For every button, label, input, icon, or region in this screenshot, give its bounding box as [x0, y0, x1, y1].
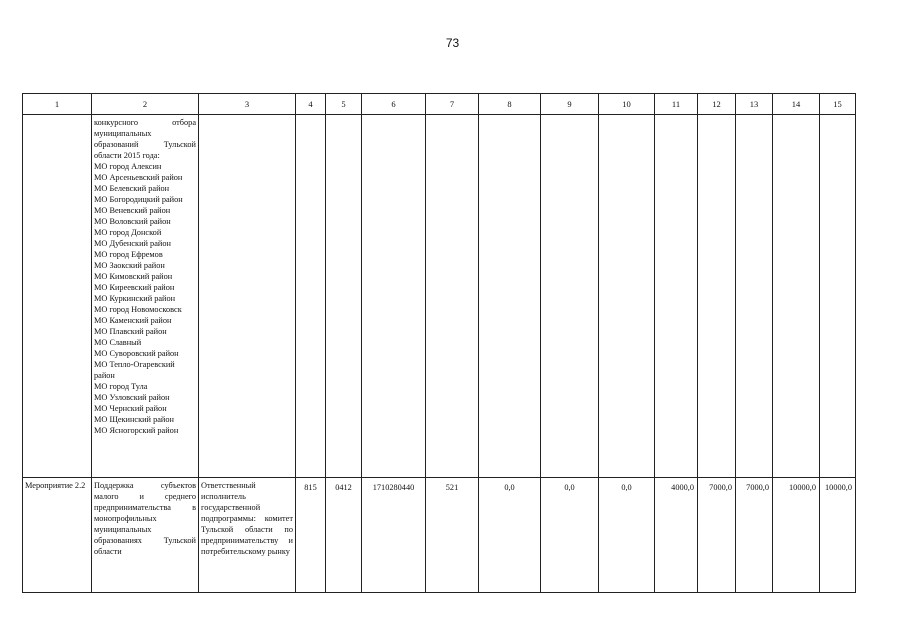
- table-cell: [698, 115, 736, 478]
- header-cell: 5: [326, 94, 362, 115]
- list-item: МО Веневский район: [94, 206, 171, 215]
- header-cell: 3: [199, 94, 296, 115]
- list-item: МО город Тула: [94, 382, 148, 391]
- page-number: 73: [445, 36, 460, 50]
- table-cell: [820, 115, 856, 478]
- list-item: МО Богородицкий район: [94, 195, 183, 204]
- header-cell: 15: [820, 94, 856, 115]
- table-cell: [426, 115, 479, 478]
- list-item: МО Кимовский район: [94, 272, 173, 281]
- list-item: МО Славный: [94, 338, 142, 347]
- table-cell: [541, 115, 599, 478]
- header-cell: 1: [23, 94, 92, 115]
- budget-table: [22, 93, 856, 593]
- list-item: конкурсного отбора муниципальных образований Тульской области 2015 года:: [94, 118, 196, 160]
- header-cell: 14: [773, 94, 820, 115]
- list-item: МО Дубенский район: [94, 239, 171, 248]
- municipalities-cell: [92, 115, 199, 478]
- measure-name-cell: Мероприятие 2.2: [23, 478, 92, 593]
- code-cell: 815: [296, 478, 326, 593]
- amount-cell: 0,0: [599, 478, 655, 593]
- amount-cell: 0,0: [479, 478, 541, 593]
- table-cell: [23, 115, 92, 478]
- list-item: МО Суворовский район: [94, 349, 179, 358]
- amount-cell: 7000,0: [698, 478, 736, 593]
- amount-cell: 4000,0: [655, 478, 698, 593]
- list-item: МО Киреевский район: [94, 283, 175, 292]
- table-cell: [655, 115, 698, 478]
- header-cell: 10: [599, 94, 655, 115]
- table-cell: [199, 115, 296, 478]
- header-cell: 4: [296, 94, 326, 115]
- header-cell: 7: [426, 94, 479, 115]
- list-item: МО город Алексин: [94, 162, 162, 171]
- list-item: МО Чернский район: [94, 404, 167, 413]
- table-cell: [326, 115, 362, 478]
- header-cell: 6: [362, 94, 426, 115]
- amount-cell: 10000,0: [773, 478, 820, 593]
- table-cell: [296, 115, 326, 478]
- table-cell: [362, 115, 426, 478]
- list-item: МО Арсеньевский район: [94, 173, 183, 182]
- list-item: МО Щекинский район: [94, 415, 174, 424]
- header-row: [23, 94, 856, 115]
- list-item: МО Каменский район: [94, 316, 172, 325]
- code-cell: 1710280440: [362, 478, 426, 593]
- table-row: [23, 115, 856, 478]
- list-item: МО Куркинский район: [94, 294, 176, 303]
- list-item: МО Белевский район: [94, 184, 170, 193]
- header-cell: 11: [655, 94, 698, 115]
- table-cell: [599, 115, 655, 478]
- header-cell: 12: [698, 94, 736, 115]
- list-item: МО Воловский район: [94, 217, 171, 226]
- list-item: МО Узловский район: [94, 393, 170, 402]
- header-cell: 9: [541, 94, 599, 115]
- table-cell: [773, 115, 820, 478]
- header-cell: 13: [736, 94, 773, 115]
- header-cell: 2: [92, 94, 199, 115]
- list-item: МО город Новомосковск: [94, 305, 182, 314]
- code-cell: 521: [426, 478, 479, 593]
- amount-cell: 7000,0: [736, 478, 773, 593]
- list-item: МО Ясногорский район: [94, 426, 179, 435]
- list-item: МО Плавский район: [94, 327, 167, 336]
- table-cell: [479, 115, 541, 478]
- executor-cell: Ответственный исполнитель государственной подпрограммы: комитет Тульской области по предпринимательству и потребительскому рынку: [199, 478, 296, 593]
- amount-cell: 0,0: [541, 478, 599, 593]
- measure-description-cell: Поддержка субъектов малого и среднего предпринимательства в монопрофильных муниципальных образованиях Тульской области: [92, 478, 199, 593]
- amount-cell: 10000,0: [820, 478, 856, 593]
- table-cell: [736, 115, 773, 478]
- list-item: МО город Донской: [94, 228, 162, 237]
- header-cell: 8: [479, 94, 541, 115]
- table-row: [23, 478, 856, 593]
- list-item: МО город Ефремов: [94, 250, 163, 259]
- code-cell: 0412: [326, 478, 362, 593]
- list-item: МО Заокский район: [94, 261, 165, 270]
- list-item: МО Тепло-Огаревский район: [94, 360, 175, 380]
